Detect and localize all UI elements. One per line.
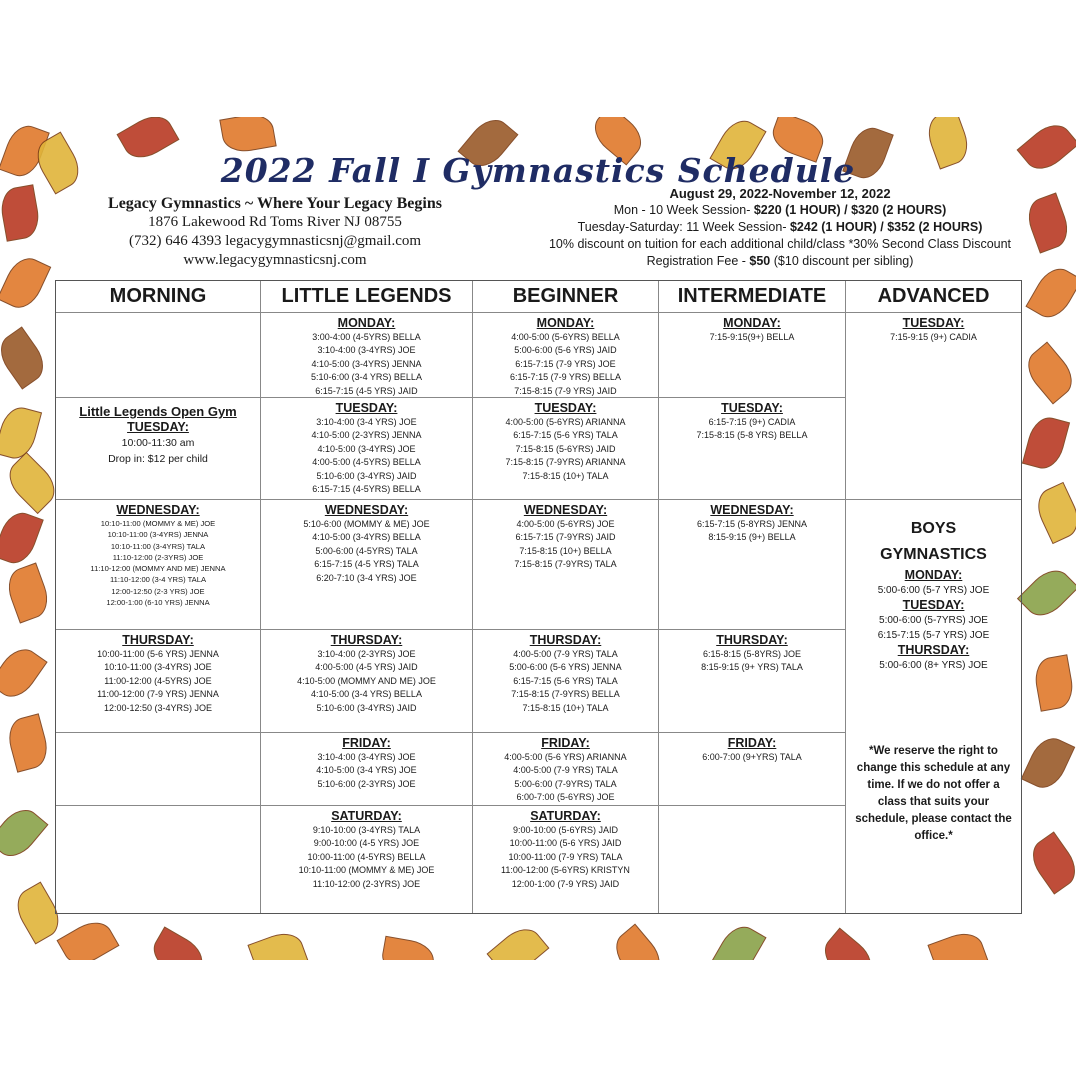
business-contact: (732) 646 4393 legacygymnasticsnj@gmail.com [128,233,422,249]
session-info [530,185,1030,270]
intermediate-tuesday [659,398,846,500]
class-entry: 12:00-12:50 (2-3 YRS) JOE [111,586,205,596]
little-legends-tuesday [261,398,473,500]
leaf-icon [1031,482,1076,544]
morning-saturday-cell [56,806,261,913]
class-entry: 11:00-12:00 (5-6YRS) KRISTYN [501,865,630,876]
class-entry: 6:15-7:15 (9+) CADIA [708,417,796,427]
day-label: TUESDAY: [721,401,783,415]
class-entry: 3:10-4:00 (2-3YRS) JOE [317,649,416,659]
beginner-thursday [473,630,659,733]
class-entry: 4:00-5:00 (5-6YRS) ARIANNA [505,417,626,427]
class-entry: 6:20-7:10 (3-4 YRS) JOE [316,572,417,583]
class-entry: 4:10-5:00 (3-4YRS) JOE [317,443,416,454]
leaf-icon [56,914,119,960]
leaf-icon [0,507,44,568]
class-entry: 3:10-4:00 (3-4YRS) JOE [317,345,416,356]
leaf-icon [1019,342,1076,405]
class-entry: 6:15-8:15 (5-8YRS) JOE [702,649,802,659]
page-title: 2022 Fall I Gymnastics Schedule [220,151,856,190]
header-advanced: ADVANCED [846,281,1021,313]
leaf-icon [379,936,436,960]
class-entry: 6:00-7:00 (9+YRS) TALA [702,752,802,762]
leaf-icon [1025,261,1076,324]
class-entry: 5:10-6:00 (MOMMY & ME) JOE [303,519,430,529]
class-entry: 3:10-4:00 (3-4YRS) JOE [317,752,416,762]
intermediate-thursday [659,630,846,733]
class-entry: 9:00-10:00 (4-5 YRS) JOE [313,838,420,849]
class-entry: 3:10-4:00 (3-4 YRS) JOE [316,417,417,427]
leaf-icon [2,562,54,623]
class-entry: 5:10-6:00 (2-3YRS) JOE [317,778,416,789]
class-entry: 4:00-5:00 (5-6YRS) JOE [516,519,615,529]
day-label: WEDNESDAY: [710,503,794,517]
morning-wednesday [56,500,261,630]
day-label: THURSDAY: [897,643,970,657]
open-gym-time: 10:00-11:30 am [121,437,195,449]
class-entry: 5:00-6:00 (5-6 YRS) JENNA [509,662,622,673]
boys-title: BOYS [910,520,957,537]
class-entry: 6:15-7:15 (4-5 YRS) TALA [314,559,419,570]
class-entry: 10:00-11:00 (5-6 YRS) JENNA [97,649,219,659]
header-little-legends: LITTLE LEGENDS [261,281,473,313]
beginner-friday [473,733,659,806]
class-entry: 7:15-9:15 (9+) CADIA [890,332,977,342]
day-label: THURSDAY: [529,633,602,647]
class-entry: 5:00-6:00 (8+ YRS) JOE [879,660,988,671]
class-entry: 7:15-8:15 (7-9YRS) ARIANNA [505,457,626,468]
class-entry: 6:15-7:15 (5-7 YRS) JOE [877,630,990,641]
leaf-icon [0,252,51,314]
class-entry: 10:00-11:00 (5-6 YRS) JAID [509,838,622,849]
business-address: 1876 Lakewood Rd Toms River NJ 08755 [148,214,402,230]
day-label: MONDAY: [904,568,963,582]
registration-price: $50 [749,254,771,268]
class-entry: 4:00-5:00 (5-6 YRS) ARIANNA [504,752,627,762]
leaf-icon [1017,562,1076,624]
class-entry: 11:10-12:00 (2-3YRS) JOE [112,552,204,562]
session-dates: August 29, 2022-November 12, 2022 [669,186,891,201]
day-label: SATURDAY: [530,809,601,823]
advanced-tuesday [846,313,1021,500]
class-entry: 6:15-7:15 (5-6 YRS) TALA [513,430,618,441]
day-label: TUESDAY: [902,316,965,330]
class-entry: 6:15-7:15 (4-5YRS) BELLA [312,484,421,495]
advanced-boys-gymnastics [846,500,1021,913]
morning-monday-cell [56,313,261,398]
class-entry: 6:15-7:15 (7-9YRS) JAID [515,532,616,543]
class-entry: 6:15-7:15 (7-9 YRS) BELLA [510,372,621,383]
leaf-icon [1032,654,1076,711]
class-entry: 7:15-8:15 (7-9 YRS) JAID [514,385,617,396]
day-label: TUESDAY: [127,420,189,434]
leaf-icon [1,452,63,514]
class-entry: 4:00-5:00 (5-6YRS) BELLA [511,332,620,342]
class-entry: 3:00-4:00 (4-5YRS) BELLA [312,332,421,342]
header-morning: MORNING [56,281,261,313]
class-entry: 11:10-12:00 (2-3YRS) JOE [312,878,421,889]
registration-label: Registration Fee - [646,254,746,268]
day-label: THURSDAY: [330,633,403,647]
leaf-icon [0,802,49,865]
intermediate-saturday-cell [659,806,846,913]
class-entry: 4:10-5:00 (2-3YRS) JENNA [311,430,422,441]
class-entry: 10:10-11:00 (3-4YRS) JENNA [107,530,209,540]
schedule-disclaimer: *We reserve the right to change this schedule at any time. If we do not offer a class that suits your schedule, please contact the office.* [855,745,1012,842]
class-entry: 6:15-7:15 (5-8YRS) JENNA [696,519,808,529]
class-entry: 11:10-12:00 (3-4 YRS) TALA [109,575,207,585]
day-label: FRIDAY: [541,736,590,750]
little-legends-monday [261,313,473,398]
class-entry: 12:00-1:00 (7-9 YRS) JAID [511,878,620,889]
class-entry: 5:00-6:00 (5-6 YRS) JAID [514,345,617,356]
leaf-icon [1022,413,1070,473]
class-entry: 10:00-11:00 (4-5YRS) BELLA [307,851,426,862]
class-entry: 6:15-7:15 (7-9 YRS) JOE [515,358,616,369]
tuesday-price: $242 (1 HOUR) / $352 (2 HOURS) [789,220,983,234]
class-entry: 4:00-5:00 (7-9 YRS) TALA [513,649,618,659]
class-entry: 12:00-12:50 (3-4YRS) JOE [103,702,213,713]
leaf-icon [4,713,52,773]
leaf-icon [817,927,880,960]
leaf-icon [0,403,42,463]
schedule-table [55,280,1022,914]
class-entry: 7:15-8:15 (5-6YRS) JAID [515,443,616,454]
tuesday-pricing [530,219,1030,236]
beginner-wednesday [473,500,659,630]
day-label: TUESDAY: [335,401,398,415]
day-label: WEDNESDAY: [116,503,200,517]
class-entry: 7:15-9:15(9+) BELLA [709,332,795,342]
class-entry: 8:15-9:15 (9+) BELLA [708,532,796,543]
beginner-monday [473,313,659,398]
class-entry: 5:00-6:00 (4-5YRS) TALA [315,545,418,556]
class-entry: 11:00-12:00 (7-9 YRS) JENNA [97,689,219,700]
intermediate-friday [659,733,846,806]
leaf-icon [607,924,668,960]
leaf-icon [0,184,42,241]
day-label: MONDAY: [337,316,396,330]
little-legends-wednesday [261,500,473,630]
discount-text: 10% discount on tuition for each additional child/class *30% Second Class Discount [548,237,1012,251]
leaf-icon [247,927,308,960]
class-entry: 4:00-5:00 (4-5YRS) BELLA [312,457,421,468]
beginner-tuesday [473,398,659,500]
morning-open-gym [56,398,261,500]
class-entry: 5:10-6:00 (3-4 YRS) BELLA [311,372,422,383]
leaf-icon [0,641,48,704]
business-website: www.legacygymnasticsnj.com [183,252,367,268]
day-label: WEDNESDAY: [324,503,409,517]
class-entry: 4:10-5:00 (3-4 YRS) BELLA [311,689,422,700]
monday-pricing [530,202,1030,219]
leaf-icon [1021,732,1076,794]
class-entry: 5:10-6:00 (3-4YRS) JAID [316,470,417,481]
day-label: TUESDAY: [902,598,965,612]
class-entry: 4:10-5:00 (3-4YRS) JENNA [311,358,422,369]
header-beginner: BEGINNER [473,281,659,313]
little-legends-saturday [261,806,473,913]
day-label: MONDAY: [536,316,595,330]
little-legends-thursday [261,630,473,733]
class-entry: 7:15-8:15 (5-8 YRS) BELLA [696,430,808,441]
day-label: SATURDAY: [331,809,402,823]
beginner-saturday [473,806,659,913]
class-entry: 7:15-8:15 (10+) TALA [522,702,609,713]
registration-note: ($10 discount per sibling) [773,254,914,268]
day-label: WEDNESDAY: [523,503,608,517]
class-entry: 6:00-7:00 (5-6YRS) JOE [516,792,615,803]
business-name: Legacy Gymnastics ~ Where Your Legacy Begins [108,195,442,212]
class-entry: 11:00-12:00 (4-5YRS) JOE [104,675,212,686]
schedule-flyer [0,117,1076,960]
class-entry: 4:10-5:00 (3-4 YRS) JOE [316,765,417,776]
day-label: THURSDAY: [716,633,788,647]
monday-price: $220 (1 HOUR) / $320 (2 HOURS) [753,203,947,217]
class-entry: 7:15-8:15 (10+) BELLA [519,545,612,556]
class-entry: 5:00-6:00 (5-7 YRS) JOE [877,585,990,596]
intermediate-monday [659,313,846,398]
class-entry: 10:10-11:00 (MOMMY & ME) JOE [298,865,435,876]
class-entry: 10:10-11:00 (3-4YRS) TALA [110,541,206,551]
class-entry: 10:10-11:00 (MOMMY & ME) JOE [100,519,216,528]
class-entry: 5:00-6:00 (5-7YRS) JOE [879,615,988,626]
leaf-icon [0,326,52,389]
leaf-icon [146,926,209,960]
class-entry: 4:10-5:00 (3-4YRS) BELLA [312,532,421,543]
boys-title-2: GYMNASTICS [880,546,987,563]
class-entry: 9:10-10:00 (3-4YRS) TALA [312,825,421,835]
day-label: THURSDAY: [122,633,194,647]
class-entry: 5:10-6:00 (3-4YRS) JAID [316,702,417,713]
class-entry: 12:00-1:00 (6-10 YRS) JENNA [106,598,210,608]
business-info [80,195,470,270]
class-entry: 10:00-11:00 (7-9 YRS) TALA [508,851,623,862]
day-label: FRIDAY: [342,736,391,750]
leaf-icon [709,919,766,960]
leaf-icon [487,920,550,960]
class-entry: 6:15-7:15 (5-6 YRS) TALA [513,675,618,686]
morning-thursday [56,630,261,733]
leaf-icon [1024,831,1076,894]
tuesday-pricing-label: Tuesday-Saturday: 11 Week Session- [577,220,787,234]
class-entry: 10:10-11:00 (3-4YRS) JOE [104,662,212,673]
header-intermediate: INTERMEDIATE [659,281,846,313]
class-entry: 7:15-8:15 (7-9YRS) TALA [514,559,617,570]
day-label: MONDAY: [723,316,781,330]
little-legends-friday [261,733,473,806]
class-entry: 4:00-5:00 (4-5 YRS) JAID [315,662,418,673]
intermediate-wednesday [659,500,846,630]
leaf-icon [927,927,988,960]
class-entry: 4:10-5:00 (MOMMY AND ME) JOE [297,675,436,686]
leaf-icon [219,117,276,155]
day-label: TUESDAY: [534,401,597,415]
class-entry: 9:00-10:00 (5-6YRS) JAID [512,825,619,835]
class-entry: 4:00-5:00 (7-9 YRS) TALA [513,765,618,776]
class-entry: 6:15-7:15 (4-5 YRS) JAID [315,385,418,396]
open-gym-title: Little Legends Open Gym [79,404,237,419]
class-entry: 7:15-8:15 (7-9YRS) BELLA [511,689,620,700]
open-gym-dropin: Drop in: $12 per child [108,453,208,465]
morning-friday-cell [56,733,261,806]
class-entry: 11:10-12:00 (MOMMY AND ME) JENNA [90,564,226,574]
monday-pricing-label: Mon - 10 Week Session- [613,203,751,217]
class-entry: 7:15-8:15 (10+) TALA [522,470,609,481]
class-entry: 8:15-9:15 (9+ YRS) TALA [701,662,803,673]
registration-fee [530,253,1030,270]
class-entry: 5:00-6:00 (7-9YRS) TALA [514,778,617,789]
day-label: FRIDAY: [727,736,777,750]
